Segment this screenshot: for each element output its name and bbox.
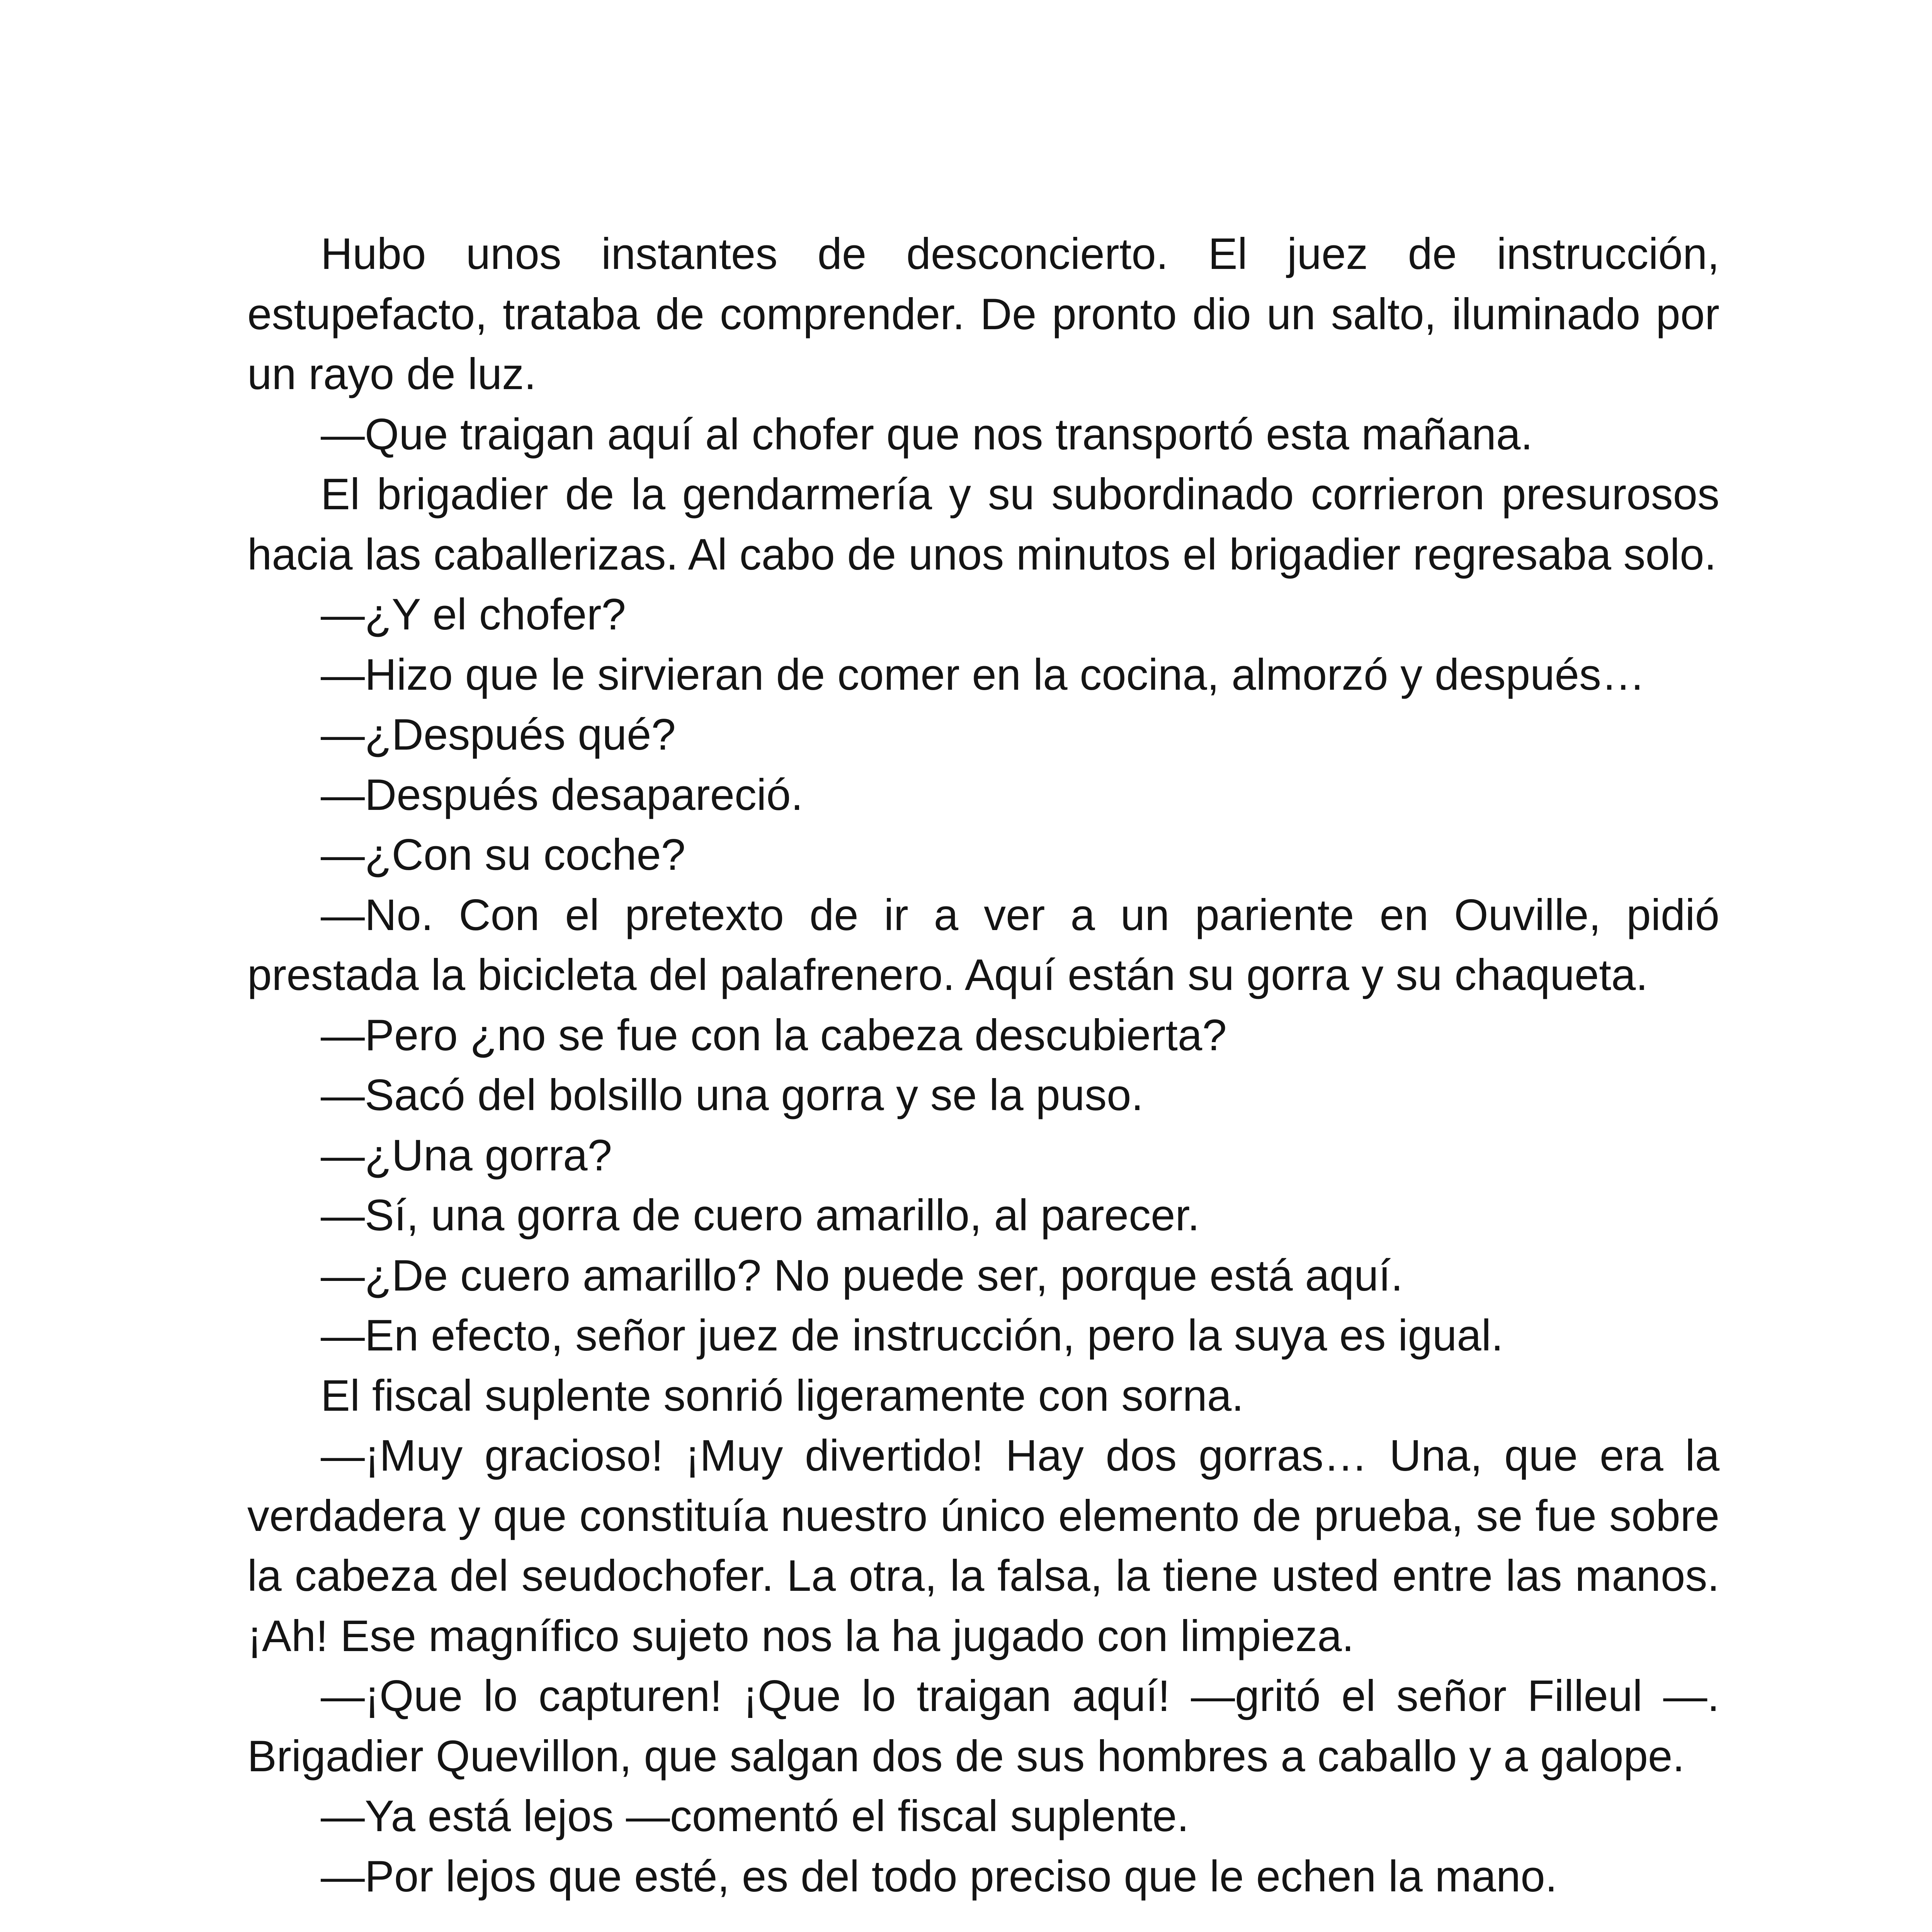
paragraph: —¿Con su coche? (321, 830, 686, 879)
paragraph: El brigadier de la gendarmería y su subordinado corrieron presurosos hacia las caballerizas. Al cabo de unos minutos el brigadier regresaba solo. (247, 470, 1719, 579)
paragraph: —¿Una gorra? (321, 1131, 612, 1180)
paragraph: —Que traigan aquí al chofer que nos transportó esta mañana. (321, 410, 1533, 459)
page-body (247, 224, 1719, 1906)
paragraph: —Por lejos que esté, es del todo preciso que le echen la mano. (321, 1852, 1558, 1901)
paragraph: —¿Y el chofer? (321, 590, 626, 639)
paragraph: —¿De cuero amarillo? No puede ser, porque está aquí. (321, 1251, 1403, 1300)
paragraph: —Pero ¿no se fue con la cabeza descubierta? (321, 1010, 1227, 1060)
paragraph: El fiscal suplente sonrió ligeramente con sorna. (321, 1371, 1244, 1420)
paragraph: —Sacó del bolsillo una gorra y se la puso. (321, 1071, 1144, 1120)
paragraph: —¿Después qué? (321, 710, 676, 759)
paragraph: —Ya está lejos —comentó el fiscal suplente. (321, 1792, 1189, 1841)
paragraph: —No. Con el pretexto de ir a ver a un pariente en Ouville, pidió prestada la bicicleta del palafrenero. Aquí están su gorra y su chaqueta. (247, 890, 1719, 1000)
paragraph: —Hizo que le sirvieran de comer en la cocina, almorzó y después… (321, 650, 1645, 699)
paragraph: —¡Muy gracioso! ¡Muy divertido! Hay dos gorras… Una, que era la verdadera y que constituía nuestro único elemento de prueba, se fue sobre la cabeza del seudochofer. La otra, la falsa, la tiene usted entre las manos. ¡Ah! Ese magnífico sujeto nos la ha jugado con limpieza. (247, 1431, 1719, 1661)
paragraph: —En efecto, señor juez de instrucción, pero la suya es igual. (321, 1311, 1503, 1360)
paragraph: Hubo unos instantes de desconcierto. El juez de instrucción, estupefacto, trataba de comprender. De pronto dio un salto, iluminado por un rayo de luz. (247, 230, 1719, 399)
paragraph: —Sí, una gorra de cuero amarillo, al parecer. (321, 1191, 1200, 1240)
paragraph: —¡Que lo capturen! ¡Que lo traigan aquí! —gritó el señor Filleul —. Brigadier Quevillon, que salgan dos de sus hombres a caballo y a galope. (247, 1672, 1719, 1781)
paragraph: —Después desapareció. (321, 770, 803, 820)
